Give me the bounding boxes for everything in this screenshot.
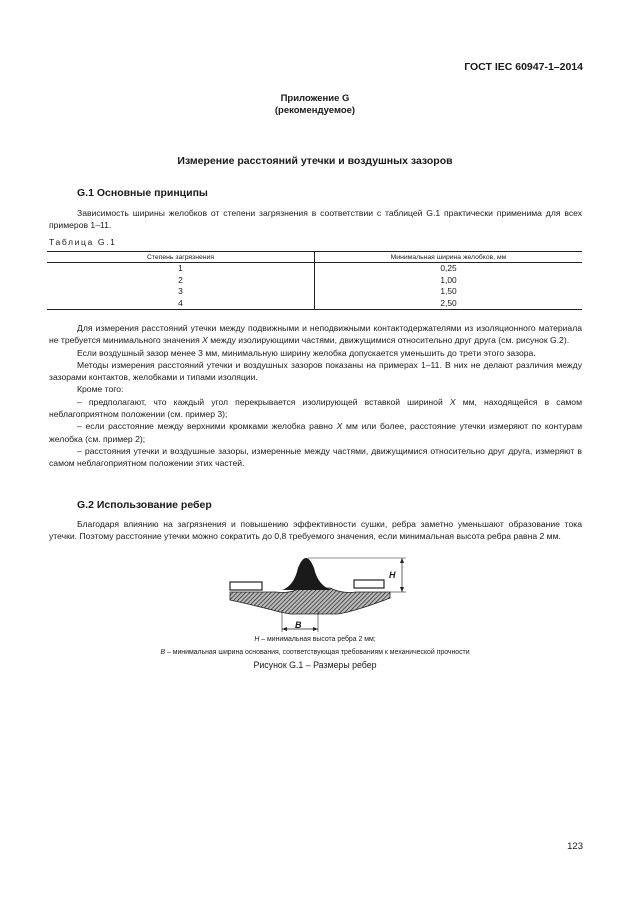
page-number: 123 xyxy=(567,841,583,852)
page-title: Измерение расстояний утечки и воздушных зазоров xyxy=(177,155,453,167)
hatched-base xyxy=(230,588,390,614)
right-flange xyxy=(354,580,384,588)
label-h: H xyxy=(389,570,396,580)
figure-title: Рисунок G.1 – Размеры ребер xyxy=(253,660,377,670)
bullet-moving: – расстояния утечки и воздушные зазоры, измеренные между частями, движущимися относительно друг друга, измеряют в самом неблагоприятном положении этих частей. xyxy=(49,445,582,469)
body-text xyxy=(49,322,582,470)
section-heading-g1: G.1 Основные принципы xyxy=(77,187,208,199)
paragraph-air-gap: Если воздушный зазор менее 3 мм, минимальную ширину желобка допускается уменьшить до трети этого зазора. xyxy=(77,347,536,358)
label-b: B xyxy=(295,620,302,630)
rib-shape xyxy=(282,558,332,590)
intro-paragraph: Зависимость ширины желобков от степени загрязнения в соответствии с таблицей G.1 практически применима для всех примеров 1–11. xyxy=(49,208,582,231)
table-cell-width: 0,25 xyxy=(440,263,457,273)
table-cell-degree: 4 xyxy=(47,298,315,310)
table-header-pollution: Степень загрязнения xyxy=(47,252,315,263)
section-g1-intro xyxy=(49,207,582,232)
table-cell-width: 2,50 xyxy=(315,298,583,310)
paragraph-methods: Методы измерения расстояний утечки и воздушных зазоров показаны на примерах 1–11. В них не делают различия между зазорами контактов, желобками и типами изоляции. xyxy=(49,359,582,383)
table-cell-degree: 3 xyxy=(47,286,315,298)
table-cell-degree: 1 xyxy=(47,263,315,275)
table-cell-width: 1,50 xyxy=(440,286,457,297)
table-header-width: Минимальная ширина желобков, мм xyxy=(315,252,583,263)
figure-caption-b: B – минимальная ширина основания, соответствующая требованиям к механической прочности xyxy=(160,649,470,656)
appendix-heading xyxy=(0,93,630,117)
document-header: ГОСТ IEC 60947-1–2014 xyxy=(464,61,583,73)
rib-drawing xyxy=(220,554,420,636)
appendix-subtitle: (рекомендуемое) xyxy=(274,105,356,116)
table-row xyxy=(47,286,582,298)
ribs-paragraph: Благодаря влиянию на загрязнения и повышению эффективности сушки, ребра заметно уменьшают образование тока утечки. Поэтому расстояние утечки можно сократить до 0,8 требуемого значения, если минимальная высота ребра равна 2 мм. xyxy=(49,519,582,542)
table-cell-degree: 2 xyxy=(47,275,315,287)
paragraph-moreover: Кроме того: xyxy=(77,384,124,395)
left-flange xyxy=(230,582,262,590)
rib-figure xyxy=(220,554,420,641)
figure-caption-h: H – минимальная высота ребра 2 мм; xyxy=(254,636,376,643)
appendix-title: Приложение G xyxy=(280,93,350,104)
section-heading-g2: G.2 Использование ребер xyxy=(77,499,212,511)
table-row xyxy=(47,275,582,287)
section-g2-text xyxy=(49,518,582,543)
table-row xyxy=(47,298,582,310)
bullet-corner: – предполагают, что каждый угол перекрывается изолирующей вставкой шириной X мм, находящейся в самом неблагоприятном положении (см. пример 3); xyxy=(49,396,582,420)
table-caption: Таблица G.1 xyxy=(49,237,117,247)
table-header-row xyxy=(47,252,582,263)
table-cell-width: 1,00 xyxy=(440,274,457,285)
pollution-table xyxy=(47,251,582,310)
bullet-groove: – если расстояние между верхними кромками желобка равно X мм или более, расстояние утечки измеряют по контурам желобка (см. пример 2); xyxy=(49,421,582,444)
paragraph-moving-parts: Для измерения расстояний утечки между подвижными и неподвижными контактодержателями из изоляционного материала не требуется минимального значения X между изолирующими частями, движущимися относительно друг друга (см. рисунок G.2). xyxy=(49,323,582,346)
table-row xyxy=(47,263,582,275)
